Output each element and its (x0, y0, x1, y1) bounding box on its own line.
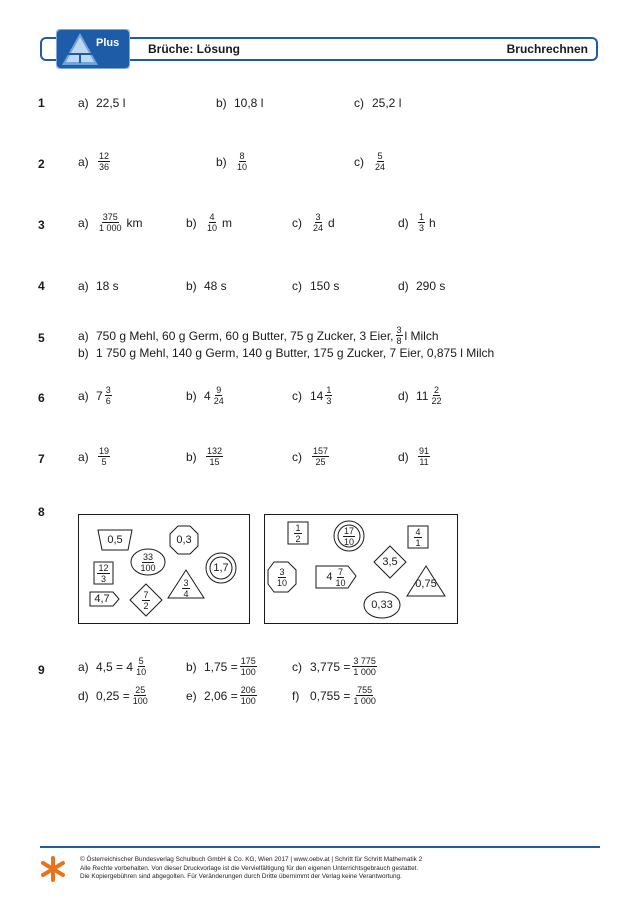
shape-octagon-value: 0,3 (176, 534, 192, 546)
publisher-asterisk-icon (40, 856, 66, 882)
shape-square-value: 12 3 (98, 562, 109, 584)
answer-4c: c) 150 s (292, 279, 340, 293)
answer-1a: a) 22,5 l (78, 96, 126, 110)
shape-diamond-value: 7 2 (143, 589, 149, 611)
answer-5b: b) 1 750 g Mehl, 140 g Germ, 140 g Butter, 175 g Zucker, 7 Eier, 0,875 l Milch (78, 346, 495, 360)
answer-9b: b) 1,75 = $\frac{175}{100}$ (186, 656, 256, 677)
answer-2c: c) $\frac{5}{24}$ (354, 151, 386, 172)
answer-4a: a) 18 s (78, 279, 119, 293)
task-number: 1 (38, 96, 45, 110)
task-number: 4 (38, 279, 45, 293)
answer-4b: b) 48 s (186, 279, 227, 293)
answer-3b: b) $\frac{4}{10}$ m (186, 212, 233, 233)
answer-6b: b) 4 $\frac{9}{24}$ (186, 385, 224, 406)
answer-6d: d) 11 $\frac{2}{22}$ (398, 385, 442, 406)
task-number: 9 (38, 663, 45, 677)
answer-6c: c) 14 $\frac{1}{3}$ (292, 385, 332, 406)
shape-triangle-value: 3 4 (183, 577, 189, 599)
answer-2b: b) $\frac{8}{10}$ (216, 151, 248, 172)
answer-3d: d) $\frac{1}{3}$ h (398, 212, 436, 233)
answer-2a: a) $\frac{12}{36}$ (78, 151, 110, 172)
answer-3c: c) $\frac{3}{24}$ d (292, 212, 335, 233)
answer-1c: c) 25,2 l (354, 96, 402, 110)
answer-7d: d) $\frac{91}{11}$ (398, 446, 430, 467)
task-number: 2 (38, 157, 45, 171)
task-number: 5 (38, 331, 45, 345)
task-number: 8 (38, 505, 45, 519)
shape-pentagon-value: 4,7 (94, 593, 110, 605)
task-number: 6 (38, 391, 45, 405)
shape-ellipse-value: 33 100 (140, 551, 156, 573)
answer-5a: a) 750 g Mehl, 60 g Germ, 60 g Butter, 75 g Zucker, 3 Eier, $\frac{3}{8}$ l Milch (78, 325, 439, 346)
answer-9c: c) 3,775 = $\frac{3 775}{1 000}$ (292, 656, 376, 677)
footer-copyright: © Österreichischer Bundesverlag Schulbuch GmbH & Co. KG, Wien 2017 | www.oebv.at | Schritt für Schritt Mathematik 2 Alle Rechte vorbehalten. Von dieser Druckvorlage ist die Vervielfältigung für den eigenen Unterrichtsgebrauch gestattet. Die Kopiergebühren sind abgegolten. Für Veränderungen durch Dritte übernimmt der Verlag keine Verantwortung. (80, 856, 423, 881)
page-title: Brüche: Lösung (148, 42, 240, 56)
answer-4d: d) 290 s (398, 279, 446, 293)
answer-7c: c) $\frac{157}{25}$ (292, 446, 329, 467)
answer-7a: a) $\frac{19}{5}$ (78, 446, 110, 467)
answer-3a: a) $\frac{375}{1 000}$ km (78, 212, 143, 233)
task-number: 3 (38, 218, 45, 232)
logo-text: Plus (96, 37, 120, 49)
shape-circle-value: 1,7 (213, 562, 229, 574)
answer-7b: b) $\frac{132}{15}$ (186, 446, 223, 467)
shape-triangle-value: 0,75 (415, 578, 437, 590)
shape-circle-value: 17 10 (343, 525, 354, 547)
topic-label: Bruchrechnen (506, 42, 588, 56)
shape-octagon-value: 3 10 (276, 566, 287, 588)
plus-logo (56, 29, 130, 69)
answer-9d: d) 0,25 = $\frac{25}{100}$ (78, 685, 148, 706)
shape-square2-value: 4 1 (415, 526, 421, 548)
shape-pentagon-value: 4 7 10 (326, 566, 346, 588)
answer-9f: f) 0,755 = $\frac{755}{1 000}$ (292, 685, 376, 706)
shape-trapezoid-value: 0,5 (107, 534, 123, 546)
answer-9e: e) 2,06 = $\frac{206}{100}$ (186, 685, 256, 706)
answer-6a: a) 7 $\frac{3}{6}$ (78, 385, 111, 406)
shape-ellipse-value: 0,33 (371, 599, 393, 611)
shape-diamond-value: 3,5 (382, 556, 398, 568)
answer-1b: b) 10,8 l (216, 96, 264, 110)
answer-9a: a) 4,5 = 4 $\frac{5}{10}$ (78, 656, 147, 677)
footer-divider (40, 846, 600, 848)
shape-square1-value: 1 2 (295, 522, 301, 544)
task-number: 7 (38, 452, 45, 466)
